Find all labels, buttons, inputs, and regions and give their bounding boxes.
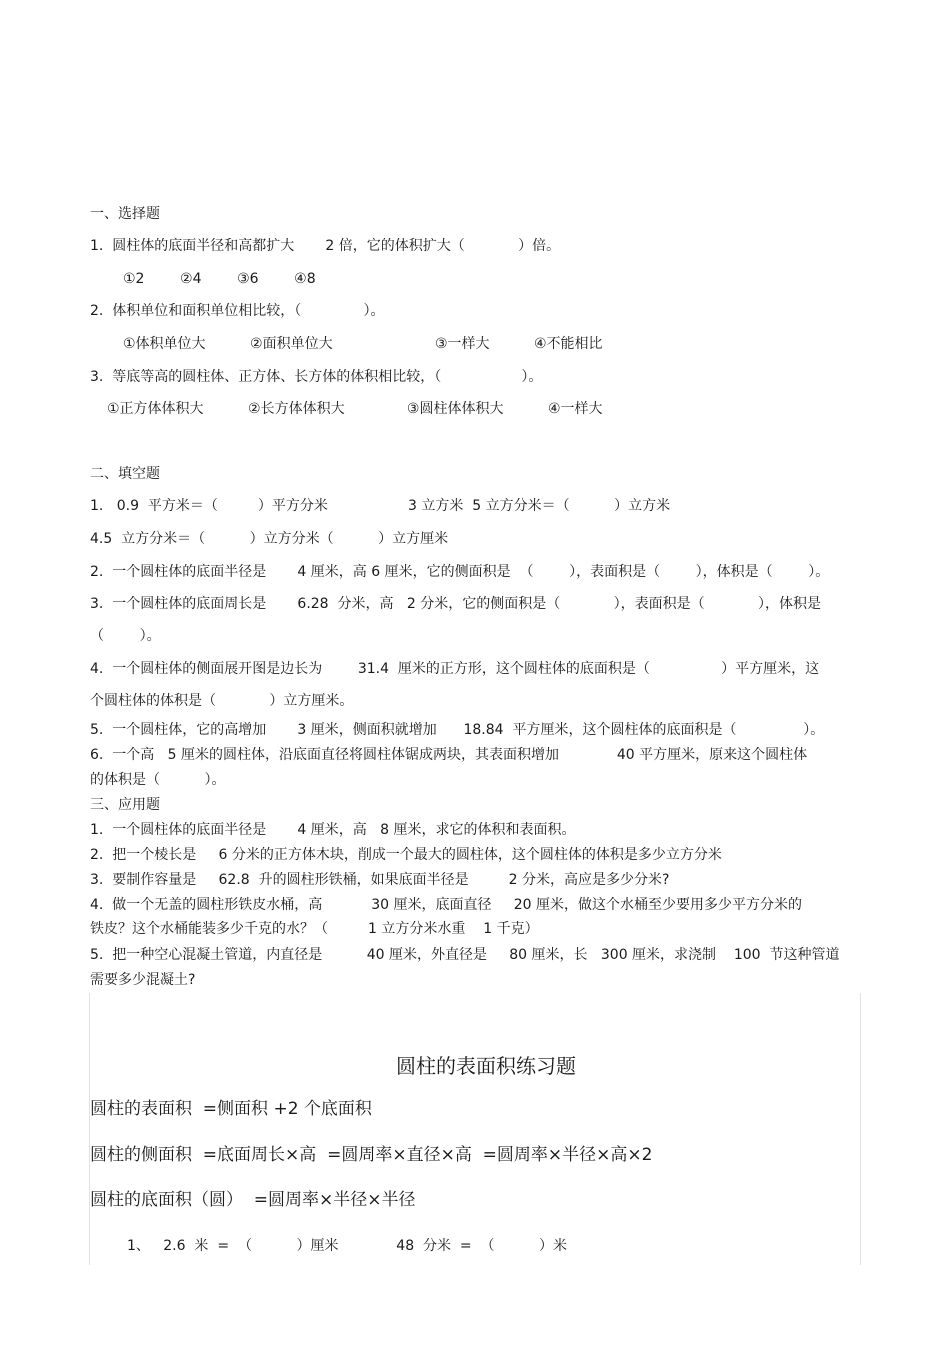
fill-line-1: 1. 0.9 平方米＝（ ）平方分米 3 立方米 5 立方分米＝（ ）立方米 [90,498,671,514]
page-title: 圆柱的表面积练习题 [396,1054,576,1078]
fill-line-3: 2. 一个圆柱体的底面半径是 4 厘米，高 6 厘米，它的侧面积是 （ ），表面积是（ ），体积是（ ）。 [90,564,830,580]
question-1-3: 3. 等底等高的圆柱体、正方体、长方体的体积相比较，（ ）。 [90,369,543,385]
formula-lateral-area: 圆柱的侧面积 =底面周长×高 =圆周率×直径×高 =圆周率×半径×高×2 [90,1145,653,1165]
question-1-3-options: ①正方体体积大 ②长方体体积大 ③圆柱体体积大 ④一样大 [107,401,603,417]
question-1-2: 2. 体积单位和面积单位相比较，（ ）。 [90,303,385,319]
question-1-2-options: ①体积单位大 ②面积单位大 ③一样大 ④不能相比 [123,336,603,352]
fill-line-5: （ ）。 [90,628,161,644]
frame-left-line [89,993,90,1265]
formula-surface-area: 圆柱的表面积 =侧面积 +2 个底面积 [90,1099,372,1119]
application-line-4: 4. 做一个无盖的圆柱形铁皮水桶，高 30 厘米，底面直径 20 厘米，做这个水桶至少要用多少平方分米的 [90,897,802,913]
formula-base-area: 圆柱的底面积（圆） =圆周率×半径×半径 [90,1190,416,1210]
question-1-1-options: ①2 ②4 ③6 ④8 [123,271,316,287]
question-1-1: 1. 圆柱体的底面半径和高都扩大 2 倍，它的体积扩大（ ）倍。 [90,238,561,254]
application-line-6: 5. 把一种空心混凝土管道，内直径是 40 厘米，外直径是 80 厘米，长 300 厘米，求浇制 100 节这种管道 [90,947,840,963]
fill-line-10: 的体积是（ ）。 [90,772,226,788]
application-line-3: 3. 要制作容量是 62.8 升的圆柱形铁桶，如果底面半径是 2 分米，高应是多少分米? [90,872,670,888]
fill-line-7: 个圆柱体的体积是（ ）立方厘米。 [90,693,354,709]
application-line-2: 2. 把一个棱长是 6 分米的正方体木块，削成一个最大的圆柱体，这个圆柱体的体积是多少立方分米 [90,847,722,863]
fill-line-6: 4. 一个圆柱体的侧面展开图是边长为 31.4 厘米的正方形，这个圆柱体的底面积是（ ）平方厘米，这 [90,661,820,677]
fill-line-2: 4.5 立方分米＝（ ）立方分米（ ）立方厘米 [90,531,449,547]
application-line-7: 需要多少混凝土? [90,972,196,988]
fill-line-8: 5. 一个圆柱体，它的高增加 3 厘米，侧面积就增加 18.84 平方厘米，这个圆柱体的底面积是（ ）。 [90,722,825,738]
application-line-1: 1. 一个圆柱体的底面半径是 4 厘米，高 8 厘米，求它的体积和表面积。 [90,822,576,838]
section-heading-application: 三、应用题 [90,797,160,813]
fill-line-9: 6. 一个高 5 厘米的圆柱体，沿底面直径将圆柱体锯成两块，其表面积增加 40 平方厘米，原来这个圆柱体 [90,747,808,763]
section-heading-choice: 一、选择题 [90,206,160,222]
fill-line-4: 3. 一个圆柱体的底面周长是 6.28 分米，高 2 分米，它的侧面积是（ ），表面积是（ ），体积是 [90,596,821,612]
frame-right-line [860,993,861,1265]
section-heading-fill: 二、填空题 [90,466,160,482]
exercise-line-1: 1、 2.6 米 = （ ）厘米 48 分米 = （ ）米 [127,1238,568,1254]
application-line-5: 铁皮？这个水桶能装多少千克的水？（ 1 立方分米水重 1 千克） [90,921,539,937]
